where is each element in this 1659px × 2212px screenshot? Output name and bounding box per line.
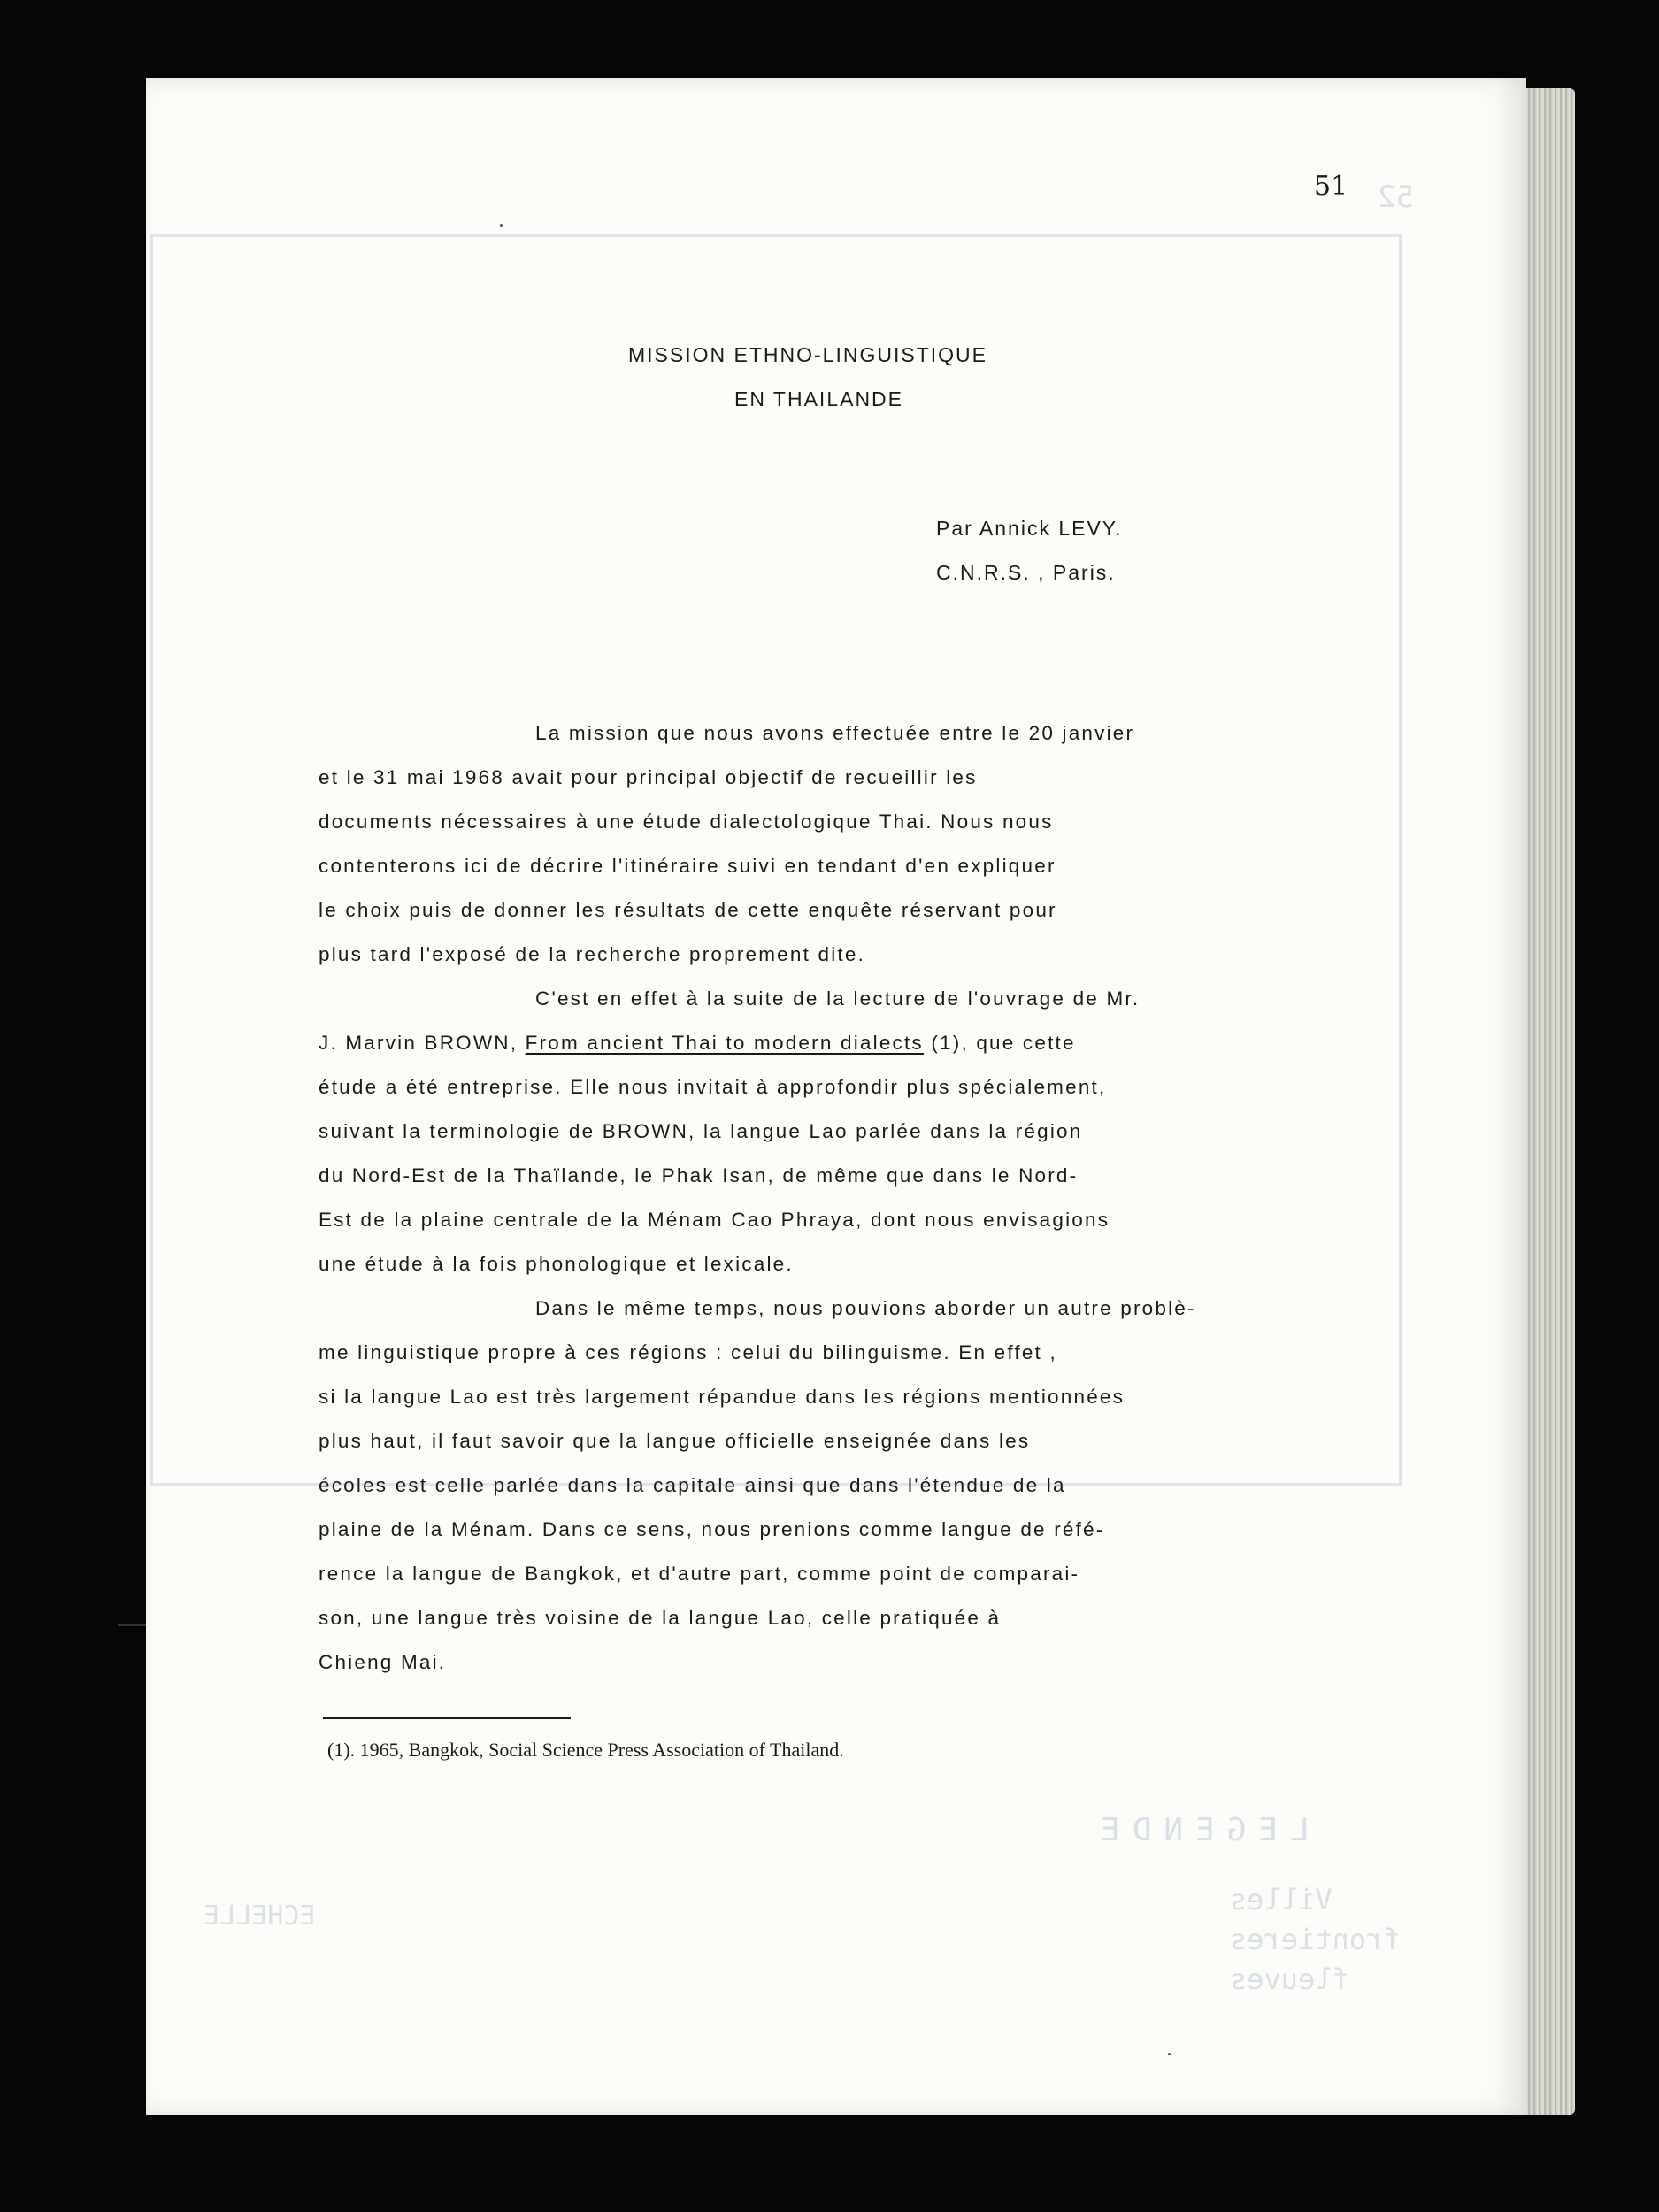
footnote: (1). 1965, Bangkok, Social Science Press Association of Thailand. [327, 1739, 844, 1761]
document-page [146, 78, 1526, 2115]
paragraph-3-line: rence la langue de Bangkok, et d'autre part, comme point de comparai- [319, 1563, 1080, 1585]
paragraph-3-line: écoles est celle parlée dans la capitale ainsi que dans l'étendue de la [319, 1474, 1066, 1496]
cited-book-title: From ancient Thai to modern dialects [525, 1032, 924, 1054]
paragraph-3-line: plus haut, il faut savoir que la langue officielle enseignée dans les [319, 1430, 1031, 1452]
paragraph-2-line: étude a été entreprise. Elle nous invitait à approfondir plus spécialement, [319, 1076, 1107, 1098]
title-line-2: EN THAILANDE [734, 388, 904, 411]
show-through-legend-title: LEGENDE [1088, 1812, 1310, 1848]
paragraph-2-line: du Nord-Est de la Thaïlande, le Phak Isan, de même que dans le Nord- [319, 1164, 1079, 1187]
paragraph-3-line: plaine de la Ménam. Dans ce sens, nous prenions comme langue de réfé- [319, 1518, 1105, 1540]
paragraph-3-line: Dans le même temps, nous pouvions aborder un autre problè- [535, 1297, 1196, 1319]
paragraph-2-line: une étude à la fois phonologique et lexicale. [319, 1253, 794, 1275]
author-reference: J. Marvin BROWN, [319, 1032, 518, 1054]
paragraph-2-line: Est de la plaine centrale de la Ménam Cao Phraya, dont nous envisagions [319, 1209, 1110, 1231]
paragraph-1-line: documents nécessaires à une étude dialectologique Thai. Nous nous [319, 810, 1054, 833]
paragraph-2-line: suivant la terminologie de BROWN, la langue Lao parlée dans la région [319, 1120, 1083, 1142]
paragraph-1-line: et le 31 mai 1968 avait pour principal objectif de recueillir les [319, 766, 978, 788]
footnote-reference: (1), que cette [931, 1032, 1076, 1054]
paragraph-2-line: C'est en effet à la suite de la lecture de l'ouvrage de Mr. [535, 987, 1141, 1010]
footnote-separator [323, 1717, 571, 1719]
paragraph-3-line: Chieng Mai. [319, 1651, 447, 1673]
show-through-legend-item: frontieres [1230, 1923, 1401, 1956]
speck [1168, 2053, 1171, 2055]
speck [500, 224, 503, 227]
show-through-legend-item: Villes [1230, 1883, 1333, 1916]
page-number: 51 [1314, 171, 1348, 202]
paragraph-1-line: La mission que nous avons effectuée entre le 20 janvier [535, 722, 1135, 744]
paragraph-3-line: si la langue Lao est très largement répandue dans les régions mentionnées [319, 1386, 1125, 1408]
paragraph-1-line: le choix puis de donner les résultats de cette enquête réservant pour [319, 899, 1057, 921]
paragraph-3-line: me linguistique propre à ces régions : celui du bilinguisme. En effet , [319, 1341, 1057, 1363]
margin-mark [118, 1624, 146, 1626]
show-through-page-number: 52 [1378, 180, 1414, 215]
affiliation: C.N.R.S. , Paris. [936, 561, 1116, 584]
title-line-1: MISSION ETHNO-LINGUISTIQUE [628, 343, 987, 366]
author: Par Annick LEVY. [936, 517, 1123, 540]
paragraph-1-line: plus tard l'exposé de la recherche proprement dite. [319, 943, 866, 965]
show-through-scale-label: ECHELLE [204, 1901, 316, 1932]
paragraph-2-line [319, 1032, 1336, 1055]
show-through-legend-item: fleuves [1230, 1962, 1349, 1996]
paragraph-3-line: son, une langue très voisine de la langue Lao, celle pratiquée à [319, 1607, 1002, 1629]
paragraph-1-line: contenterons ici de décrire l'itinéraire suivi en tendant d'en expliquer [319, 855, 1056, 877]
